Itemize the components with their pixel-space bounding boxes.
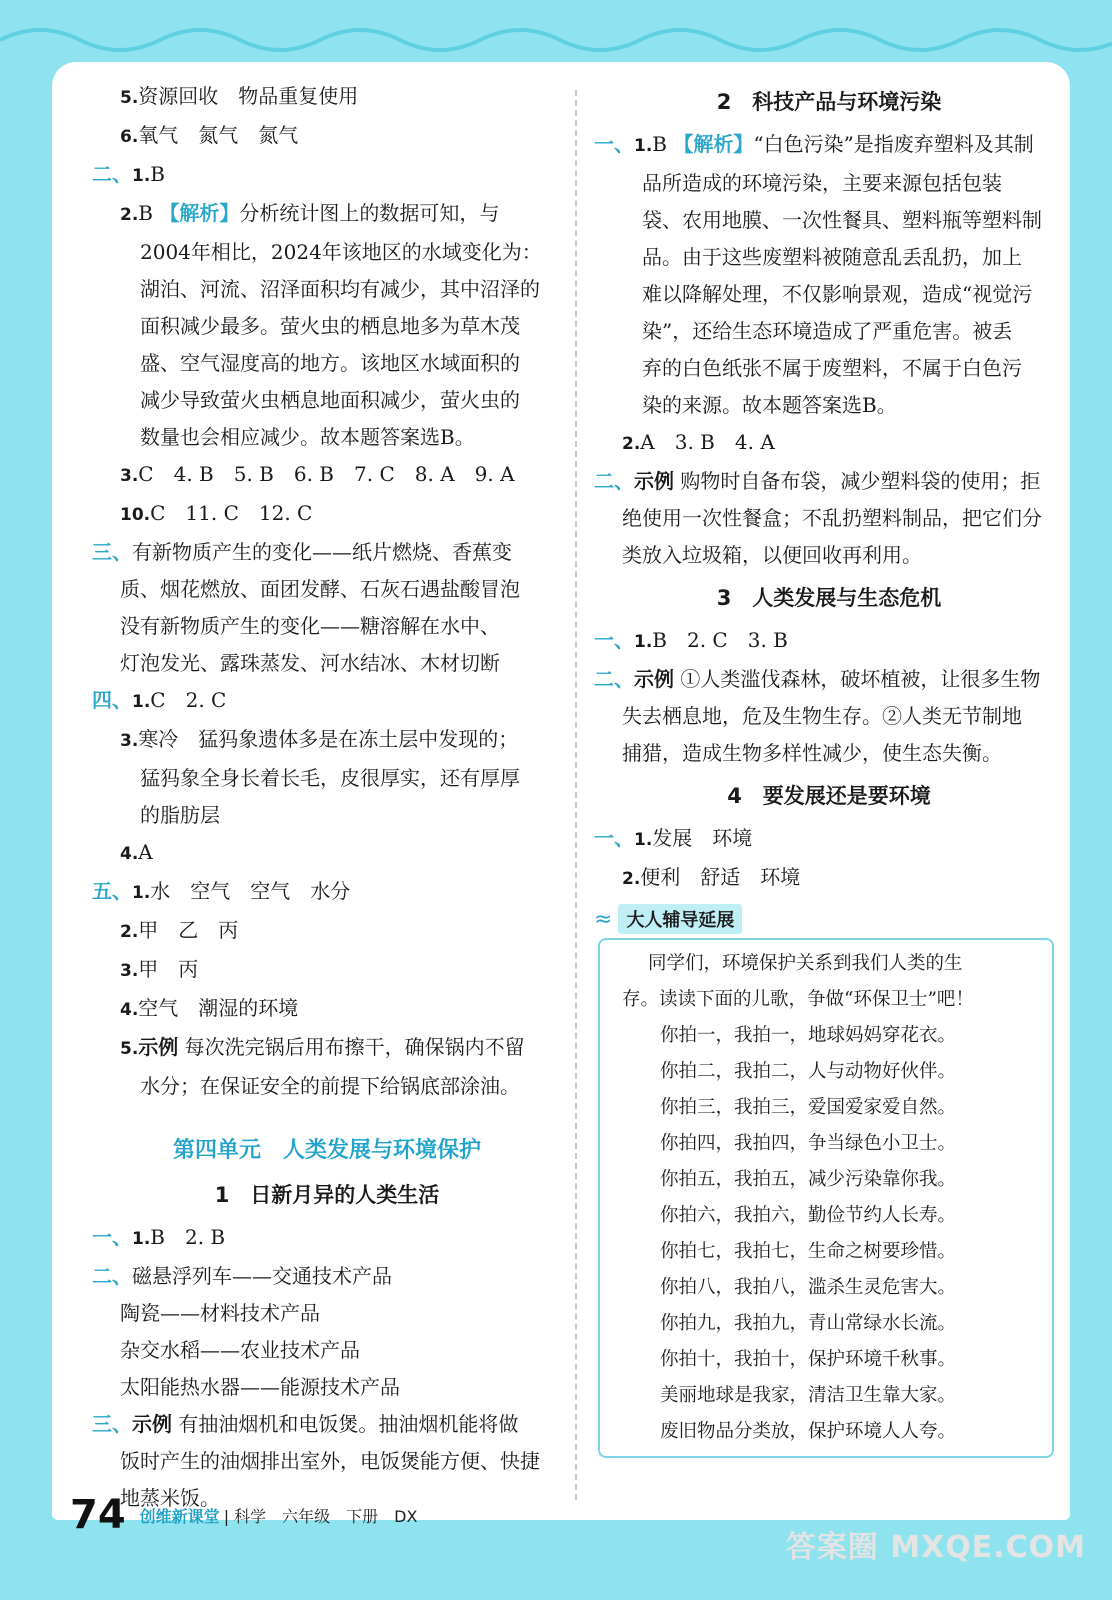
answer-text: 2004年相比，2024年该地区的水域变化为： [140,240,542,264]
answer-line [92,1295,562,1332]
item-number: 4. [120,1000,139,1020]
item-number: 1. [634,830,653,850]
answer-line [92,382,562,419]
tutor-box-label: 大人辅导延展 [618,904,742,934]
answer-line [92,1369,562,1406]
answer-text: B 2. C 3. B [652,628,788,652]
item-number: 1. [132,692,151,712]
answer-text: 空气 潮湿的环境 [138,996,299,1020]
answer-line [92,682,562,721]
answer-line [594,537,1064,574]
item-number: 2. [120,205,139,225]
item-number: 1. [132,883,151,903]
answer-line [92,1219,562,1258]
example-tag: 示例 [132,1412,172,1436]
answer-line [594,500,1064,537]
answer-text: 有新物质产生的变化——纸片燃烧、香蕉变 [132,540,512,564]
answer-text: B [138,201,160,225]
answer-text: 甲 乙 丙 [138,918,239,942]
section-mark: 二、 [92,1264,132,1288]
poem-line: 你拍十，我拍十，保护环境千秋事。 [660,1349,957,1370]
answer-line [92,834,562,873]
item-number: 5. [120,1039,139,1059]
answer-text: 湖泊、河流、沼泽面积均有减少，其中沼泽的 [140,277,540,301]
poem-line: 你拍七，我拍七，生命之树要珍惜。 [660,1241,957,1262]
answer-line [594,463,1064,500]
answer-line [594,202,1064,239]
answer-text: 分析统计图上的数据可知，与 [239,201,500,225]
answer-text: 水分；在保证安全的前提下给锅底部涂油。 [140,1074,520,1098]
answer-text: 质、烟花燃放、面团发酵、石灰石遇盐酸冒泡 [120,577,520,601]
answer-text: 陶瓷——材料技术产品 [120,1301,320,1325]
intro-line: 存。读读下面的儿歌，争做“环保卫士”吧！ [622,989,974,1010]
answer-line [594,661,1064,698]
poem-line: 你拍二，我拍二，人与动物好伙伴。 [660,1061,957,1082]
answer-text: 面积减少最多。萤火虫的栖息地多为草木茂 [140,314,520,338]
answer-line [92,1258,562,1295]
poem-line: 你拍四，我拍四，争当绿色小卫士。 [660,1133,957,1154]
answer-line [92,195,562,234]
answer-text: 品。由于这些废塑料被随意乱丢乱扔，加上 [642,245,1022,269]
poem-line: 你拍五，我拍五，减少污染靠你我。 [660,1169,957,1190]
answer-line [92,345,562,382]
section-title: 2 科技产品与环境污染 [716,90,942,114]
section-mark: 五、 [92,879,132,903]
answer-text: 水 空气 空气 水分 [150,879,351,903]
answer-text: 每次洗完锅后用布擦干，确保锅内不留 [178,1035,525,1059]
answer-text: 捕猎，造成生物多样性减少，使生态失衡。 [622,741,1002,765]
answer-text: C 11. C 12. C [150,501,313,525]
answer-text: B [150,162,165,186]
section-mark: 一、 [594,132,634,156]
answer-line [594,859,1064,898]
answer-line [92,456,562,495]
answer-text: B [652,132,674,156]
analysis-tag: 【解析】 [159,201,240,225]
poem-line: 你拍八，我拍八，滥杀生灵危害大。 [660,1277,957,1298]
answer-text: 难以降解处理，不仅影响景观，造成“视觉污 [642,282,1033,306]
book-info: | 科学 六年级 下册 DX [223,1506,418,1526]
item-number: 1. [132,166,151,186]
answer-text: 的脂肪层 [140,803,220,827]
section-mark: 二、 [92,162,132,186]
top-wave-decoration [0,0,1112,60]
answer-line [92,721,562,760]
answer-text: 绝使用一次性餐盒；不乱扔塑料制品，把它们分 [622,506,1042,530]
answer-text: 数量也会相应减少。故本题答案选B。 [140,425,475,449]
answer-line [92,1443,562,1480]
answer-line [92,760,562,797]
item-number: 2. [622,869,641,889]
item-number: 6. [120,127,139,147]
section-title: 1 日新月异的人类生活 [214,1183,440,1207]
answer-text: C 4. B 5. B 6. B 7. C 8. A 9. A [138,462,515,486]
answer-text: ①人类滥伐森林，破坏植被，让很多生物 [674,667,1041,691]
answer-line [92,571,562,608]
unit-title: 第四单元 人类发展与环境保护 [172,1138,481,1163]
answer-line [594,698,1064,735]
example-tag: 示例 [634,667,674,691]
answer-line [92,951,562,990]
answer-line [92,117,562,156]
right-column [594,78,1064,1458]
answer-text: 便利 舒适 环境 [640,865,801,889]
poem-line: 你拍九，我拍九，青山常绿水长流。 [660,1313,957,1334]
item-number: 3. [120,961,139,981]
answer-text: “白色污染”是指废弃塑料及其制 [753,132,1034,156]
answer-line [92,912,562,951]
item-number: 1. [634,136,653,156]
page-footer [70,1492,417,1538]
poem-line: 废旧物品分类放，保护环境人人夸。 [660,1421,957,1442]
page-number: 74 [70,1492,126,1538]
brand-name: 创维新课堂 [139,1506,220,1526]
answer-text: 地蒸米饭。 [120,1486,220,1510]
item-number: 2. [622,434,641,454]
answer-line [92,308,562,345]
intro-line: 同学们，环境保护关系到我们人类的生 [648,953,963,974]
answer-line [594,126,1064,165]
section-mark: 一、 [92,1225,132,1249]
answer-text: 袋、农用地膜、一次性餐具、塑料瓶等塑料制 [642,208,1042,232]
answer-line [92,1068,562,1105]
answer-line [92,797,562,834]
example-tag: 示例 [138,1035,179,1059]
answer-line [594,350,1064,387]
section-mark: 四、 [92,688,132,712]
answer-line [92,873,562,912]
answer-text: 失去栖息地，危及生物生存。②人类无节制地 [622,704,1022,728]
answer-text: 盛、空气湿度高的地方。该地区水域面积的 [140,351,520,375]
item-number: 3. [120,466,139,486]
answer-line [92,234,562,271]
answer-line [92,156,562,195]
answer-text: 类放入垃圾箱，以便回收再利用。 [622,543,922,567]
tutor-box-header [594,904,1064,934]
answer-line [594,424,1064,463]
answer-text: 有抽油烟机和电饭煲。抽油烟机能将做 [172,1412,519,1436]
answer-line [92,608,562,645]
answer-line [594,735,1064,772]
item-number: 2. [120,922,139,942]
answer-text: 发展 环境 [652,826,753,850]
answer-line [594,239,1064,276]
item-number: 5. [120,88,139,108]
poem-line: 你拍三，我拍三，爱国爱家爱自然。 [660,1097,957,1118]
answer-line [594,276,1064,313]
answer-text: 猛犸象全身长着长毛，皮很厚实，还有厚厚 [140,766,520,790]
answer-line [594,165,1064,202]
example-tag: 示例 [634,469,674,493]
answer-text: 灯泡发光、露珠蒸发、河水结冰、木材切断 [120,651,500,675]
poem-line: 你拍一，我拍一，地球妈妈穿花衣。 [660,1025,957,1046]
item-number: 1. [634,632,653,652]
answer-text: 氧气 氮气 氮气 [138,123,299,147]
answer-text: 没有新物质产生的变化——糖溶解在水中、 [120,614,500,638]
answer-text: 弃的白色纸张不属于废塑料，不属于白色污 [642,356,1022,380]
tutor-box [598,938,1054,1458]
answer-line [594,622,1064,661]
answer-line [92,1029,562,1068]
section-mark: 二、 [594,667,634,691]
answer-text: 太阳能热水器——能源技术产品 [120,1375,400,1399]
answer-line [92,1406,562,1443]
answer-line [92,495,562,534]
item-number: 3. [120,731,139,751]
answer-text: 甲 丙 [138,957,199,981]
item-number: 1. [132,1229,151,1249]
answer-line [92,419,562,456]
answer-line [92,645,562,682]
answer-text: A [138,840,153,864]
answer-line [92,990,562,1029]
waves-icon: ≈ [594,906,613,932]
answer-text: A 3. B 4. A [640,430,775,454]
item-number: 10. [120,505,151,525]
answer-line [92,78,562,117]
left-column [92,78,562,1517]
section-mark: 一、 [594,826,634,850]
answer-line [594,313,1064,350]
answer-text: 资源回收 物品重复使用 [138,84,359,108]
answer-line [594,820,1064,859]
watermark: 答案圈 MXQE.COM [785,1530,1086,1565]
section-mark: 三、 [92,540,132,564]
answer-text: C 2. C [150,688,227,712]
answer-line [92,1332,562,1369]
answer-text: 减少导致萤火虫栖息地面积减少，萤火虫的 [140,388,520,412]
poem-line: 你拍六，我拍六，勤俭节约人长寿。 [660,1205,957,1226]
answer-text: 杂交水稻——农业技术产品 [120,1338,360,1362]
section-mark: 三、 [92,1412,132,1436]
answer-text: 品所造成的环境污染，主要来源包括包装 [642,171,1002,195]
answer-text: 染”，还给生态环境造成了严重危害。被丢 [642,319,1013,343]
section-mark: 二、 [594,469,634,493]
answer-text: 饭时产生的油烟排出室外，电饭煲能方便、快捷 [120,1449,540,1473]
section-title: 4 要发展还是要环境 [727,784,931,808]
answer-text: 染的来源。故本题答案选B。 [642,393,897,417]
poem-line: 美丽地球是我家，清洁卫生靠大家。 [660,1385,957,1406]
answer-text: 寒冷 猛犸象遗体多是在冻土层中发现的； [138,727,519,751]
answer-text: 购物时自备布袋，减少塑料袋的使用；拒 [674,469,1041,493]
section-title: 3 人类发展与生态危机 [716,586,942,610]
column-divider [575,90,577,1500]
answer-text: 磁悬浮列车——交通技术产品 [132,1264,392,1288]
answer-line [92,534,562,571]
item-number: 4. [120,844,139,864]
section-mark: 一、 [594,628,634,652]
answer-line [594,387,1064,424]
answer-text: B 2. B [150,1225,226,1249]
analysis-tag: 【解析】 [673,132,754,156]
answer-line [92,271,562,308]
